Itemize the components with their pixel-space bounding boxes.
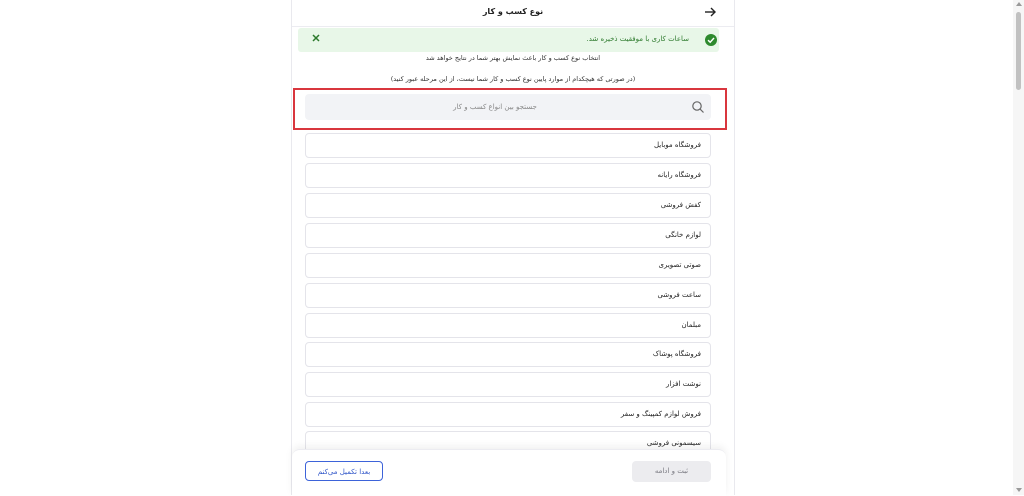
- category-label: مبلمان: [681, 321, 701, 329]
- category-item[interactable]: [305, 163, 711, 188]
- category-item[interactable]: [305, 372, 711, 397]
- business-type-panel: [291, 0, 735, 495]
- search-input[interactable]: [305, 94, 685, 120]
- category-item[interactable]: [305, 313, 711, 338]
- category-label: سیسمونی فروشی: [646, 439, 701, 447]
- category-label: فروش لوازم کمپینگ و سفر: [620, 410, 701, 418]
- category-item[interactable]: [305, 193, 711, 218]
- category-label: فروشگاه موبایل: [653, 141, 701, 149]
- success-toast: [298, 28, 719, 52]
- scroll-down-arrow-icon[interactable]: [1016, 488, 1022, 492]
- category-label: صوتی تصویری: [658, 261, 701, 269]
- submit-continue-button[interactable]: ثبت و ادامه: [632, 461, 711, 482]
- category-label: فروشگاه پوشاک: [652, 350, 701, 358]
- scroll-thumb[interactable]: [1016, 12, 1021, 90]
- page-header: [292, 0, 734, 27]
- description-line-1: انتخاب نوع کسب و کار باعث نمایش بهتر شما در نتایج خواهد شد: [425, 54, 601, 62]
- category-item[interactable]: [305, 133, 711, 158]
- category-label: نوشت افزار: [665, 380, 701, 388]
- close-icon[interactable]: [311, 33, 321, 43]
- category-item[interactable]: [305, 342, 711, 367]
- page-title: نوع کسب و کار: [482, 7, 544, 16]
- category-label: کفش فروشی: [660, 201, 701, 209]
- check-circle-icon: [705, 34, 717, 46]
- scroll-up-arrow-icon[interactable]: [1016, 2, 1022, 6]
- category-item[interactable]: [305, 253, 711, 278]
- description-line-2: (در صورتی که هیچکدام از موارد پایین نوع کسب و کار شما نیست، از این مرحله عبور کنید): [390, 75, 636, 83]
- category-label: لوازم خانگی: [665, 231, 701, 239]
- category-label: فروشگاه رایانه: [657, 171, 701, 179]
- category-item[interactable]: [305, 402, 711, 427]
- category-label: ساعت فروشی: [657, 291, 701, 299]
- complete-later-button[interactable]: بعدا تکمیل می‌کنم: [305, 461, 383, 481]
- search-icon: [691, 100, 705, 114]
- footer-actions: [292, 449, 726, 496]
- toast-message: ساعات کاری با موفقیت ذخیره شد.: [586, 35, 689, 43]
- category-item[interactable]: [305, 283, 711, 308]
- page-scrollbar[interactable]: [1013, 0, 1024, 495]
- arrow-right-icon[interactable]: [703, 5, 717, 19]
- category-item[interactable]: [305, 223, 711, 248]
- search-box[interactable]: [305, 94, 711, 120]
